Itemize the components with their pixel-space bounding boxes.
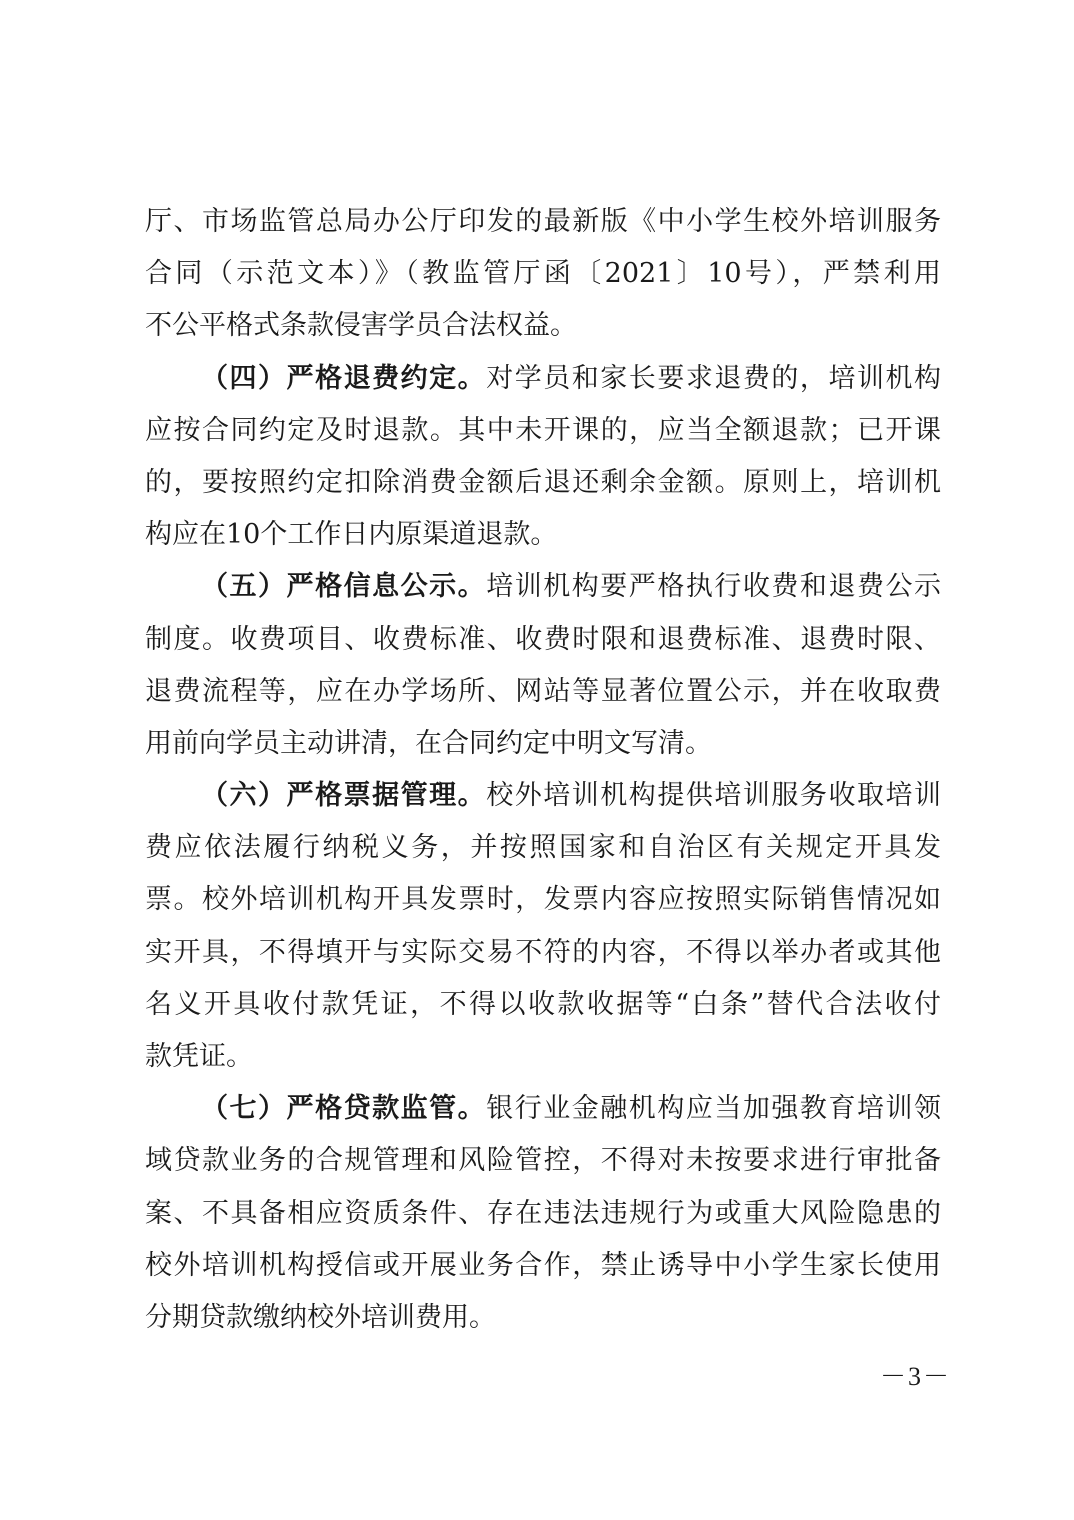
text-line: 款凭证。 <box>145 1041 253 1072</box>
paragraph-invoice-management <box>145 770 941 1083</box>
text-line: 名义开具收付款凭证，不得以收款收据等“白条”替代合法收付 <box>145 988 941 1020</box>
text-line: 构应在10个工作日内原渠道退款。 <box>145 519 558 551</box>
paragraph-continued <box>145 196 941 353</box>
document-page <box>145 196 941 1344</box>
paragraph-info-disclosure <box>145 561 941 770</box>
text-run: 培训机构要严格执行收费和退费公示 <box>486 571 942 603</box>
text-line: 制度。收费项目、收费标准、收费时限和退费标准、退费时限、 <box>145 623 941 655</box>
text-line: 用前向学员主动讲清，在合同约定中明文写清。 <box>145 727 712 759</box>
paragraph-loan-supervision <box>145 1083 941 1344</box>
section-heading: （四）严格退费约定。 <box>201 362 487 394</box>
text-run: 银行业金融机构应当加强教育培训领 <box>486 1093 942 1125</box>
text-line: 合同（示范文本）》（教监管厅函〔2021〕10号），严禁利用 <box>145 258 941 290</box>
text-line: 的，要按照约定扣除消费金额后退还剩余金额。原则上，培训机 <box>145 466 941 498</box>
section-heading: （六）严格票据管理。 <box>201 780 487 812</box>
text-line: 分期贷款缴纳校外培训费用。 <box>145 1301 496 1333</box>
text-line <box>145 770 941 822</box>
text-line: 实开具，不得填开与实际交易不符的内容，不得以举办者或其他 <box>145 936 941 968</box>
text-line: 票。校外培训机构开具发票时，发票内容应按照实际销售情况如 <box>145 884 941 916</box>
paragraph-refund-agreement <box>145 353 941 562</box>
text-run: 对学员和家长要求退费的，培训机构 <box>486 362 942 394</box>
text-line <box>145 1083 941 1135</box>
text-line: 案、不具备相应资质条件、存在违法违规行为或重大风险隐患的 <box>145 1197 941 1229</box>
text-line: 费应依法履行纳税义务，并按照国家和自治区有关规定开具发 <box>145 832 941 864</box>
text-line: 退费流程等，应在办学场所、网站等显著位置公示，并在收取费 <box>145 675 941 707</box>
text-line: 应按合同约定及时退款。其中未开课的，应当全额退款；已开课 <box>145 414 941 446</box>
text-line: 校外培训机构授信或开展业务合作，禁止诱导中小学生家长使用 <box>145 1249 941 1281</box>
text-line: 不公平格式条款侵害学员合法权益。 <box>145 310 577 342</box>
page-number: －3－ <box>880 1362 952 1391</box>
text-line <box>145 561 941 613</box>
section-heading: （五）严格信息公示。 <box>201 571 487 603</box>
text-line: 厅、市场监管总局办公厅印发的最新版《中小学生校外培训服务 <box>145 206 941 237</box>
text-line <box>145 353 941 405</box>
text-run: 校外培训机构提供培训服务收取培训 <box>486 780 942 812</box>
section-heading: （七）严格贷款监管。 <box>201 1093 487 1125</box>
text-line: 域贷款业务的合规管理和风险管控，不得对未按要求进行审批备 <box>145 1145 941 1177</box>
